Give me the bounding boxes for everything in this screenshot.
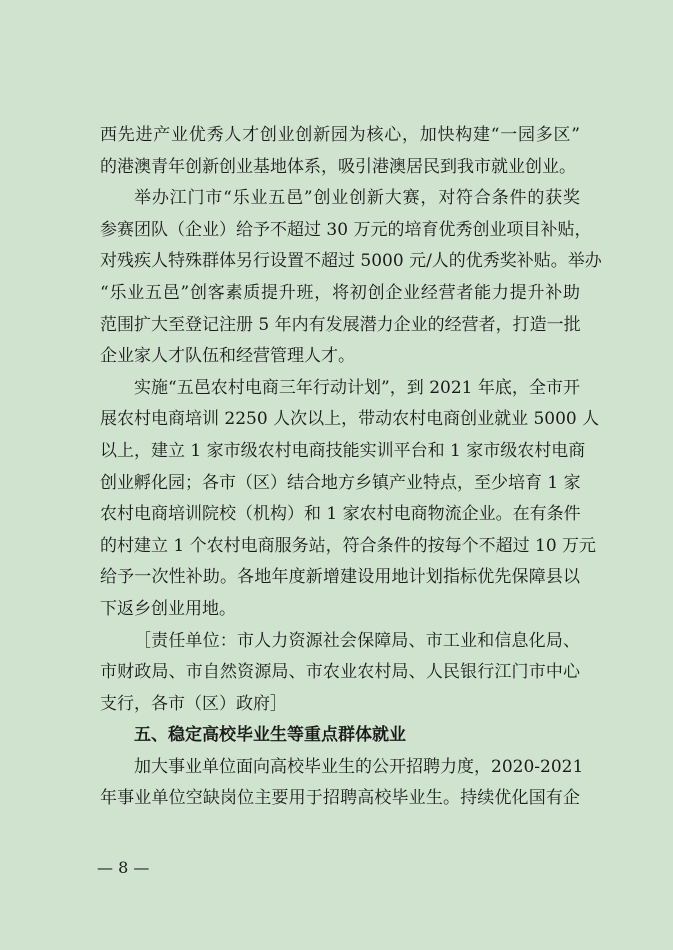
text-line: 以上，建立 1 家市级农村电商技能实训平台和 1 家市级农村电商: [100, 440, 586, 461]
section-heading: [100, 720, 580, 752]
text-line: 的港澳青年创新创业基地体系，吸引港澳居民到我市就业创业。: [100, 156, 576, 177]
heading-text: 五、稳定高校毕业生等重点群体就业: [134, 725, 406, 746]
paragraph: [100, 120, 580, 183]
text-line: 对残疾人特殊群体另行设置不超过 5000 元/人的优秀奖补贴。举办: [100, 251, 602, 272]
text-line: “乐业五邑”创客素质提升班，将初创企业经营者能力提升补助: [100, 282, 580, 303]
text-line: ［责任单位：市人力资源社会保障局、市工业和信息化局、: [134, 630, 580, 651]
text-line: 展农村电商培训 2250 人次以上，带动农村电商创业就业 5000 人: [100, 409, 600, 430]
text-line: 给予一次性补助。各地年度新增建设用地计划指标优先保障县以: [100, 567, 580, 588]
text-line: 创业孵化园；各市（区）结合地方乡镇产业特点，至少培育 1 家: [100, 472, 581, 493]
text-line: 举办江门市“乐业五邑”创业创新大赛，对符合条件的获奖: [134, 188, 580, 209]
text-line: 参赛团队（企业）给予不超过 30 万元的培育优秀创业项目补贴，: [100, 219, 592, 240]
text-line: 支行，各市（区）政府］: [100, 693, 287, 714]
paragraph: [100, 373, 600, 626]
text-line: 市财政局、市自然资源局、市农业农村局、人民银行江门市中心: [100, 662, 580, 683]
text-line: 实施“五邑农村电商三年行动计划”，到 2021 年底，全市开: [134, 377, 580, 398]
text-line: 下返乡创业用地。: [100, 598, 236, 619]
text-line: 范围扩大至登记注册 5 年内有发展潜力企业的经营者，打造一批: [100, 314, 581, 335]
text-line: 西先进产业优秀人才创业创新园为核心，加快构建“一园多区”: [100, 125, 580, 145]
text-line: 农村电商培训院校（机构）和 1 家农村电商物流企业。在有条件: [100, 504, 581, 525]
text-line: 的村建立 1 个农村电商服务站，符合条件的按每个不超过 10 万元: [100, 535, 597, 556]
text-line: 企业家人才队伍和经营管理人才。: [100, 346, 355, 367]
document-body: [100, 120, 602, 815]
paragraph: [100, 626, 580, 721]
paragraph: [100, 752, 584, 815]
paragraph: [100, 183, 602, 373]
page-number: — 8 —: [97, 858, 150, 877]
text-line: 加大事业单位面向高校毕业生的公开招聘力度，2020-2021: [134, 756, 584, 777]
text-line: 年事业单位空缺岗位主要用于招聘高校毕业生。持续优化国有企: [100, 788, 580, 809]
